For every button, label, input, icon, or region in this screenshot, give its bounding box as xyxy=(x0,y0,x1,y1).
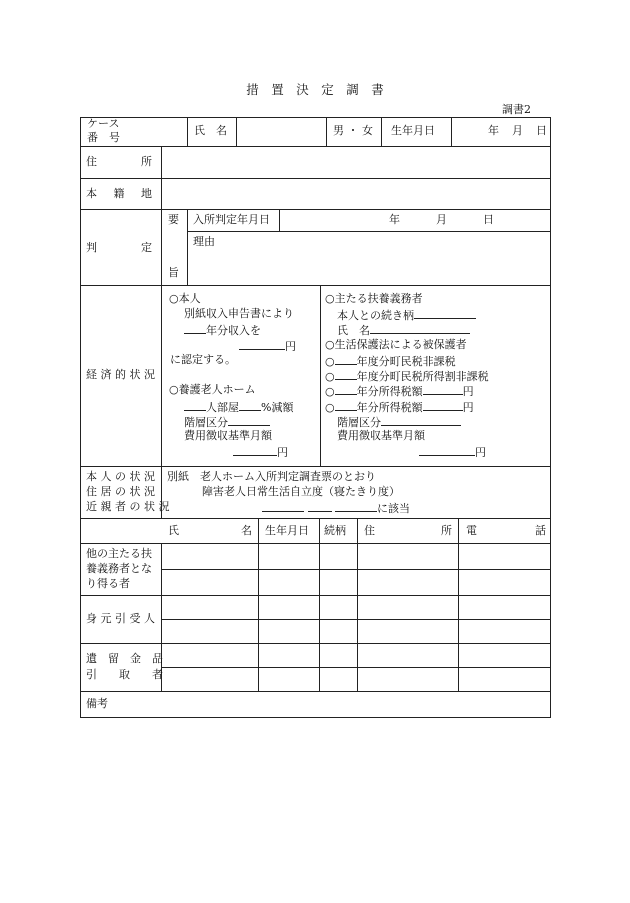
entry-day-unit: 日 xyxy=(483,213,494,226)
status-line-3: に該当 xyxy=(262,500,410,516)
entry-date-label: 入所判定年月日 xyxy=(193,213,270,226)
gist-label-top: 要 xyxy=(168,213,179,226)
reason-label: 理由 xyxy=(193,235,215,248)
heir-label-line1: 遺 留 金 品 xyxy=(86,652,163,665)
resident-tax-exempt-option: ○ 年度分町民税非課税 xyxy=(325,355,456,368)
welfare-recipient-option: ○生活保護法による被保護者 xyxy=(325,338,467,351)
rule-name-left xyxy=(187,117,188,146)
supporter-monthly-fee-label: 費用徴収基準月額 xyxy=(337,429,425,442)
col-header-phone: 電 話 xyxy=(466,524,546,537)
blank-line xyxy=(381,414,461,426)
rule-guarantor-mid xyxy=(161,619,551,620)
relationship-line: 本人との続き柄 xyxy=(337,307,476,323)
income-tax-option-1: ○ 年分所得税額 円 xyxy=(325,385,474,398)
status-label-housing: 住 居 の 状 況 xyxy=(86,485,155,498)
rule-col-address xyxy=(357,518,358,691)
rule-gist-right xyxy=(187,209,188,285)
rule-economic-bottom xyxy=(80,466,551,467)
rule-label-column xyxy=(161,146,162,518)
blank-line xyxy=(423,383,463,395)
blank-line xyxy=(239,338,285,350)
bracket-line: 階層区分 xyxy=(184,414,270,430)
domicile-label: 本 籍 地 xyxy=(86,187,152,200)
col-header-address: 住 所 xyxy=(364,524,452,537)
col-header-relation: 続柄 xyxy=(324,524,346,537)
status-label-self: 本 人 の 状 況 xyxy=(86,470,155,483)
income-year-line: 年分収入を xyxy=(184,322,261,338)
rule-date-left xyxy=(451,117,452,146)
birth-month-unit: 月 xyxy=(512,124,523,137)
blank-line xyxy=(414,307,476,319)
supporter-fee-amount-line: 円 xyxy=(419,444,486,460)
heir-label-line2: 引 取 者 xyxy=(86,668,163,681)
col-header-name: 氏 名 xyxy=(168,524,252,537)
supporters-label-line1: 他の主たる扶 xyxy=(86,547,152,560)
document-title: 措 置 決 定 調 書 xyxy=(246,82,384,97)
remarks-label: 備考 xyxy=(86,697,108,710)
blank-line xyxy=(308,500,332,512)
blank-line xyxy=(239,399,261,411)
blank-line xyxy=(423,399,463,411)
supporter-bracket-line: 階層区分 xyxy=(337,414,461,430)
rule-domicile-bottom xyxy=(80,209,551,210)
form-frame xyxy=(80,117,551,718)
col-header-birth: 生年月日 xyxy=(265,524,309,537)
blank-line xyxy=(262,500,304,512)
rule-entry-date-right xyxy=(279,209,280,231)
rule-col-phone xyxy=(458,518,459,691)
case-label-line2: 番 号 xyxy=(87,131,120,144)
address-label: 住 所 xyxy=(86,155,152,168)
supporter-name-line: 氏 名 xyxy=(337,322,470,338)
blank-line xyxy=(335,399,357,411)
monthly-fee-label: 費用徴収基準月額 xyxy=(184,429,272,442)
gender-choice: 男 ・ 女 xyxy=(333,124,373,137)
economic-label: 経 済 的 状 況 xyxy=(86,368,155,381)
blank-line xyxy=(184,322,206,334)
rule-heir-bottom xyxy=(80,691,551,692)
blank-line xyxy=(233,444,277,456)
rule-supporters-mid xyxy=(161,569,551,570)
entry-year-unit: 年 xyxy=(389,213,400,226)
blank-line xyxy=(335,383,357,395)
status-line-1: 別紙 老人ホーム入所判定調査票のとおり xyxy=(167,470,376,483)
rule-status-bottom xyxy=(80,518,551,519)
rule-col-relation xyxy=(319,518,320,691)
certify-text: に認定する。 xyxy=(170,353,236,366)
judgment-label: 判 定 xyxy=(86,241,152,254)
birth-day-unit: 日 xyxy=(536,124,547,137)
blank-line xyxy=(370,322,470,334)
name-label: 氏 名 xyxy=(194,124,227,137)
room-discount-line: 人部屋 %減額 xyxy=(184,399,293,415)
rule-name-value-left xyxy=(236,117,237,146)
income-declaration-text: 別紙収入申告書により xyxy=(184,307,294,320)
entry-month-unit: 月 xyxy=(436,213,447,226)
rule-address-bottom xyxy=(80,178,551,179)
blank-line xyxy=(335,353,357,365)
rule-birth-left xyxy=(381,117,382,146)
rule-col-birth xyxy=(258,518,259,691)
rule-judgment-bottom xyxy=(80,285,551,286)
rule-row1-bottom xyxy=(80,146,551,147)
birth-year-unit: 年 xyxy=(488,124,499,137)
income-tax-option-2: ○ 年分所得税額 円 xyxy=(325,401,474,414)
rule-supporters-bottom xyxy=(80,595,551,596)
birth-date-label: 生年月日 xyxy=(391,124,435,137)
income-amount-line: 円 xyxy=(239,338,296,354)
rule-heir-mid xyxy=(161,667,551,668)
blank-line xyxy=(419,444,475,456)
gist-label-bottom: 旨 xyxy=(168,266,179,279)
blank-line xyxy=(184,399,206,411)
rule-judgment-inner xyxy=(187,231,551,232)
blank-line xyxy=(335,368,357,380)
supporters-label-line2: 養義務者とな xyxy=(86,562,152,575)
self-heading: ○本人 xyxy=(169,292,201,305)
blank-line xyxy=(228,414,270,426)
supporters-label-line3: り得る者 xyxy=(86,577,130,590)
status-label-relatives: 近 親 者 の 状 況 xyxy=(86,500,170,513)
rule-colheader-bottom xyxy=(80,543,551,544)
blank-line xyxy=(335,500,377,512)
guarantor-label: 身 元 引 受 人 xyxy=(86,612,155,625)
rule-gender-left xyxy=(326,117,327,146)
rule-economic-split xyxy=(320,285,321,466)
form-number: 調書2 xyxy=(502,103,531,116)
rule-guarantor-bottom xyxy=(80,643,551,644)
case-label-line1: ケース xyxy=(87,117,120,130)
monthly-fee-amount-line: 円 xyxy=(233,444,288,460)
nursing-home-heading: ○養護老人ホーム xyxy=(169,383,256,396)
income-levy-exempt-option: ○ 年度分町民税所得割非課税 xyxy=(325,370,489,383)
status-line-2: 障害老人日常生活自立度（寝たきり度） xyxy=(202,485,400,498)
main-supporter-heading: ○主たる扶養義務者 xyxy=(325,292,423,305)
